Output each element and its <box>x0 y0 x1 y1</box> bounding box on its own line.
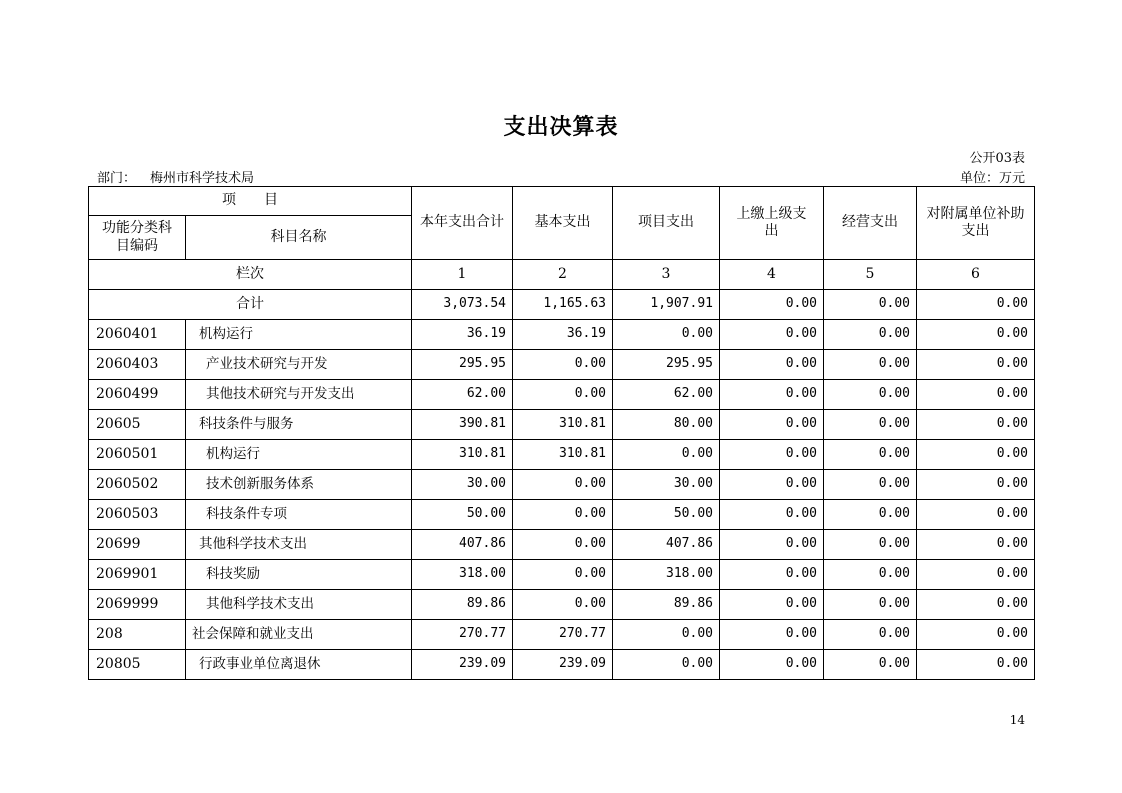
row-cell: 62.00 <box>412 380 513 410</box>
total-label: 合计 <box>89 290 412 320</box>
row-code: 2060401 <box>89 320 186 350</box>
total-cell: 0.00 <box>824 290 917 320</box>
row-cell: 0.00 <box>720 500 824 530</box>
row-cell: 89.86 <box>613 590 720 620</box>
row-cell: 239.09 <box>513 650 613 680</box>
total-cell: 0.00 <box>720 290 824 320</box>
row-code: 2060499 <box>89 380 186 410</box>
row-cell: 318.00 <box>412 560 513 590</box>
row-name: 其他技术研究与开发支出 <box>186 380 412 410</box>
table-row <box>89 380 1035 410</box>
row-cell: 0.00 <box>824 560 917 590</box>
row-cell: 0.00 <box>613 620 720 650</box>
row-cell: 0.00 <box>720 590 824 620</box>
row-cell: 80.00 <box>613 410 720 440</box>
column-index-cell: 3 <box>613 260 720 290</box>
row-cell: 0.00 <box>720 350 824 380</box>
row-cell: 0.00 <box>824 590 917 620</box>
table-row <box>89 530 1035 560</box>
row-name: 机构运行 <box>186 320 412 350</box>
row-cell: 0.00 <box>720 410 824 440</box>
row-cell: 239.09 <box>412 650 513 680</box>
column-index-label: 栏次 <box>89 260 412 290</box>
row-cell: 270.77 <box>513 620 613 650</box>
table-row <box>89 320 1035 350</box>
row-cell: 0.00 <box>824 620 917 650</box>
row-cell: 0.00 <box>720 440 824 470</box>
row-cell: 0.00 <box>824 650 917 680</box>
row-cell: 310.81 <box>513 410 613 440</box>
row-cell: 0.00 <box>824 500 917 530</box>
header-business: 经营支出 <box>824 187 917 260</box>
row-code: 2060403 <box>89 350 186 380</box>
row-name: 行政事业单位离退休 <box>186 650 412 680</box>
row-name: 科技条件与服务 <box>186 410 412 440</box>
header-total: 本年支出合计 <box>412 187 513 260</box>
total-cell: 0.00 <box>917 290 1035 320</box>
row-code: 2060503 <box>89 500 186 530</box>
row-cell: 0.00 <box>917 650 1035 680</box>
row-cell: 0.00 <box>513 500 613 530</box>
form-number: 公开03表 <box>969 151 1025 166</box>
row-cell: 0.00 <box>917 500 1035 530</box>
row-cell: 0.00 <box>513 380 613 410</box>
row-cell: 0.00 <box>824 530 917 560</box>
row-cell: 0.00 <box>720 530 824 560</box>
table-row <box>89 560 1035 590</box>
row-cell: 0.00 <box>720 380 824 410</box>
row-cell: 50.00 <box>613 500 720 530</box>
row-cell: 0.00 <box>613 650 720 680</box>
table-row <box>89 620 1035 650</box>
row-code: 20805 <box>89 650 186 680</box>
page-title: 支出决算表 <box>503 114 619 140</box>
row-cell: 62.00 <box>613 380 720 410</box>
row-code: 2069999 <box>89 590 186 620</box>
total-cell: 1,907.91 <box>613 290 720 320</box>
header-name: 科目名称 <box>186 216 412 260</box>
row-cell: 0.00 <box>720 650 824 680</box>
header-basic: 基本支出 <box>513 187 613 260</box>
table-row <box>89 350 1035 380</box>
row-cell: 36.19 <box>513 320 613 350</box>
row-cell: 0.00 <box>917 440 1035 470</box>
row-cell: 0.00 <box>917 410 1035 440</box>
row-cell: 89.86 <box>412 590 513 620</box>
row-cell: 0.00 <box>613 320 720 350</box>
row-cell: 0.00 <box>917 320 1035 350</box>
row-code: 2060501 <box>89 440 186 470</box>
row-cell: 36.19 <box>412 320 513 350</box>
header-item: 项 目 <box>89 187 412 216</box>
row-cell: 0.00 <box>824 470 917 500</box>
row-name: 科技条件专项 <box>186 500 412 530</box>
row-cell: 0.00 <box>824 380 917 410</box>
row-name: 其他科学技术支出 <box>186 590 412 620</box>
table-row <box>89 590 1035 620</box>
row-cell: 318.00 <box>613 560 720 590</box>
row-cell: 50.00 <box>412 500 513 530</box>
column-index-cell: 6 <box>917 260 1035 290</box>
header-project: 项目支出 <box>613 187 720 260</box>
row-cell: 310.81 <box>513 440 613 470</box>
row-cell: 310.81 <box>412 440 513 470</box>
row-name: 社会保障和就业支出 <box>186 620 412 650</box>
row-name: 机构运行 <box>186 440 412 470</box>
row-cell: 390.81 <box>412 410 513 440</box>
row-code: 2060502 <box>89 470 186 500</box>
row-cell: 295.95 <box>613 350 720 380</box>
row-cell: 407.86 <box>613 530 720 560</box>
column-index-cell: 2 <box>513 260 613 290</box>
row-cell: 0.00 <box>917 560 1035 590</box>
table-row <box>89 500 1035 530</box>
row-code: 20605 <box>89 410 186 440</box>
row-cell: 0.00 <box>513 530 613 560</box>
header-subsidiary: 对附属单位补助支出 <box>917 187 1035 260</box>
department-label: 部门： <box>97 171 137 186</box>
expenditure-table <box>88 186 1035 680</box>
table-row <box>89 410 1035 440</box>
column-index-cell: 5 <box>824 260 917 290</box>
row-cell: 0.00 <box>513 590 613 620</box>
total-cell: 3,073.54 <box>412 290 513 320</box>
unit-label: 单位：万元 <box>959 171 1025 186</box>
row-cell: 270.77 <box>412 620 513 650</box>
row-cell: 0.00 <box>720 470 824 500</box>
row-cell: 0.00 <box>917 470 1035 500</box>
row-cell: 0.00 <box>917 620 1035 650</box>
row-cell: 0.00 <box>824 350 917 380</box>
row-code: 208 <box>89 620 186 650</box>
column-index-cell: 1 <box>412 260 513 290</box>
row-cell: 0.00 <box>917 380 1035 410</box>
row-cell: 0.00 <box>720 560 824 590</box>
page-number: 14 <box>1009 713 1025 727</box>
row-cell: 0.00 <box>513 560 613 590</box>
row-cell: 0.00 <box>917 530 1035 560</box>
row-cell: 0.00 <box>917 350 1035 380</box>
row-cell: 0.00 <box>613 440 720 470</box>
header-code: 功能分类科目编码 <box>89 216 186 260</box>
row-name: 科技奖励 <box>186 560 412 590</box>
row-cell: 30.00 <box>613 470 720 500</box>
table-row <box>89 440 1035 470</box>
row-cell: 0.00 <box>513 470 613 500</box>
row-code: 2069901 <box>89 560 186 590</box>
table-row <box>89 650 1035 680</box>
row-cell: 0.00 <box>513 350 613 380</box>
total-cell: 1,165.63 <box>513 290 613 320</box>
row-name: 产业技术研究与开发 <box>186 350 412 380</box>
table-row <box>89 470 1035 500</box>
column-index-cell: 4 <box>720 260 824 290</box>
row-cell: 0.00 <box>824 320 917 350</box>
column-index-row <box>89 260 1035 290</box>
row-cell: 0.00 <box>720 320 824 350</box>
row-cell: 407.86 <box>412 530 513 560</box>
row-cell: 0.00 <box>720 620 824 650</box>
header-upper: 上缴上级支出 <box>720 187 824 260</box>
department <box>97 167 254 186</box>
row-cell: 0.00 <box>824 440 917 470</box>
row-name: 技术创新服务体系 <box>186 470 412 500</box>
row-cell: 295.95 <box>412 350 513 380</box>
row-cell: 30.00 <box>412 470 513 500</box>
row-cell: 0.00 <box>917 590 1035 620</box>
department-name: 梅州市科学技术局 <box>150 171 255 186</box>
row-name: 其他科学技术支出 <box>186 530 412 560</box>
total-row <box>89 290 1035 320</box>
row-code: 20699 <box>89 530 186 560</box>
row-cell: 0.00 <box>824 410 917 440</box>
